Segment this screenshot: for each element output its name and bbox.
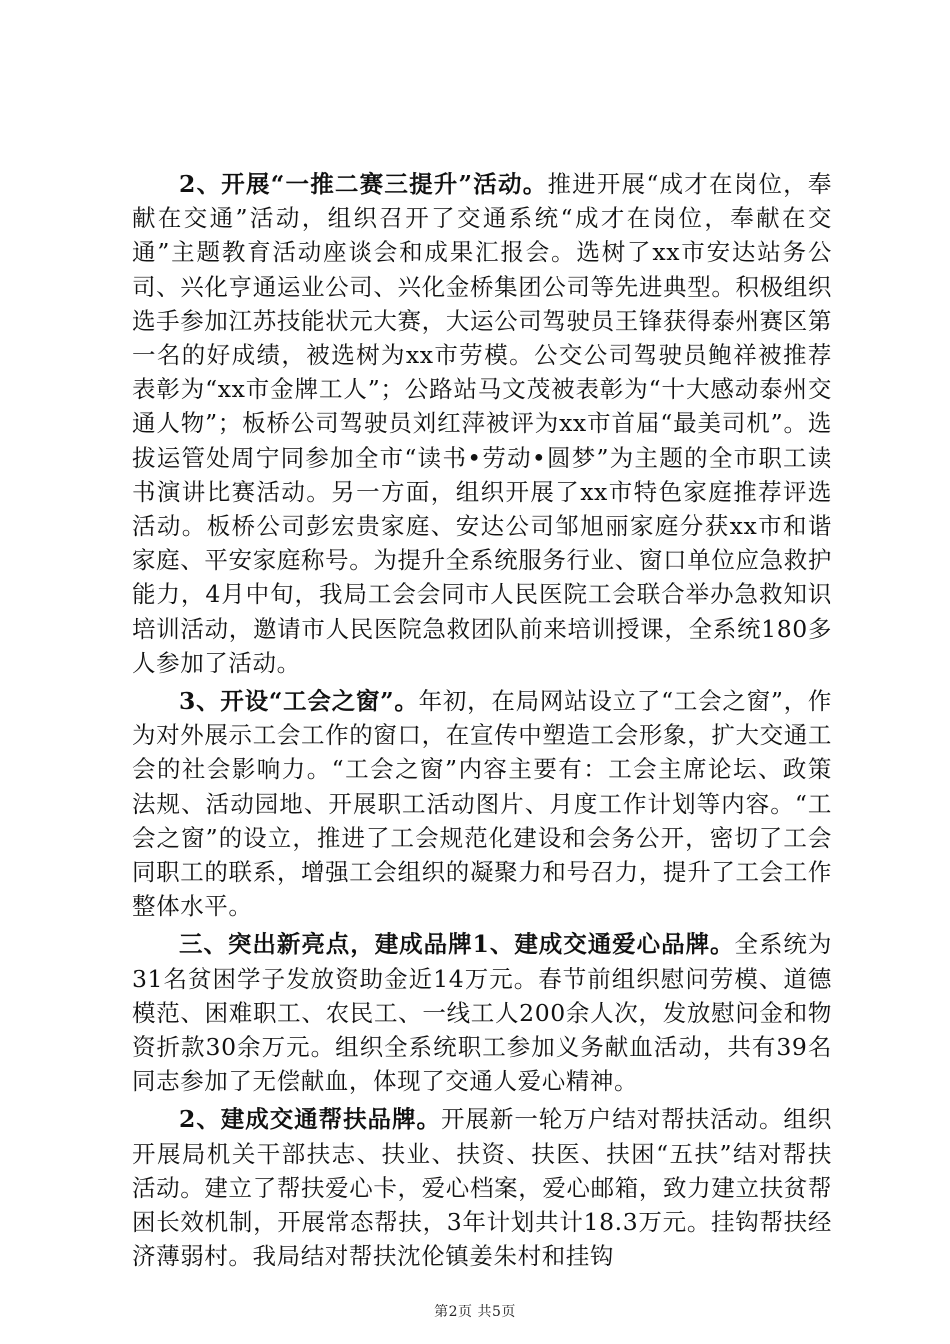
paragraph-text: 推进开展“成才在岗位，奉献在交通”活动，组织召开了交通系统“成才在岗位，奉献在交通”主题教育活动座谈会和成果汇报会。选树了xx市安达站务公司、兴化亨通运业公司、兴化金桥集团公司等先进典型。积极组织选手参加江苏技能状元大赛，大运公司驾驶员王锋获得泰州赛区第一名的好成绩，被选树为xx市劳模。公交公司驾驶员鲍祥被推荐表彰为“xx市金牌工人”；公路站马文茂被表彰为“十大感动泰州交通人物”；板桥公司驾驶员刘红萍被评为xx市首届“最美司机”。选拔运管处周宁同参加全市“读书•劳动•圆梦”为主题的全市职工读书演讲比赛活动。另一方面，组织开展了xx市特色家庭推荐评选活动。板桥公司彭宏贵家庭、安达公司邹旭丽家庭分获xx市和谐家庭、平安家庭称号。为提升全系统服务行业、窗口单位应急救护能力，4月中旬，我局工会会同市人民医院工会联合举办急救知识培训活动，邀请市人民医院急救团队前来培训授课，全系统180多人参加了活动。: [132, 170, 832, 677]
paragraph-activity-one-push: [132, 167, 832, 680]
paragraph-heading: 2、开展“一推二赛三提升”活动。: [179, 170, 548, 198]
paragraph-text: 年初，在局网站设立了“工会之窗”，作为对外展示工会工作的窗口，在宣传中塑造工会形象，扩大交通工会的社会影响力。“工会之窗”内容主要有：工会主席论坛、政策法规、活动园地、开展职工活动图片、月度工作计划等内容。“工会之窗”的设立，推进了工会规范化建设和会务公开，密切了工会同职工的联系，增强工会组织的凝聚力和号召力，提升了工会工作整体水平。: [132, 687, 832, 921]
paragraph-text: 开展新一轮万户结对帮扶活动。组织开展局机关干部扶志、扶业、扶资、扶医、扶困“五扶”结对帮扶活动。建立了帮扶爱心卡，爱心档案，爱心邮箱，致力建立扶贫帮困长效机制，开展常态帮扶，3年计划共计18.3万元。挂钩帮扶经济薄弱村。我局结对帮扶沈伦镇姜朱村和挂钩: [132, 1105, 832, 1271]
paragraph-love-brand: [132, 927, 832, 1098]
paragraph-heading: 三、突出新亮点，建成品牌1、建成交通爱心品牌。: [179, 930, 735, 959]
paragraph-heading: 3、开设“工会之窗”。: [179, 687, 419, 716]
paragraph-union-window: [132, 684, 832, 923]
paragraph-assistance-brand: [132, 1102, 832, 1273]
page-number-footer: 第2页 共5页: [434, 1304, 516, 1320]
paragraph-text: 全系统为31名贫困学子发放资助金近14万元。春节前组织慰问劳模、道德模范、困难职工、农民工、一线工人200余人次，发放慰问金和物资折款30余万元。组织全系统职工参加义务献血活动，共有39名同志参加了无偿献血，体现了交通人爱心精神。: [132, 930, 832, 1096]
paragraph-heading: 2、建成交通帮扶品牌。: [179, 1105, 441, 1134]
document-body: [132, 167, 832, 1274]
